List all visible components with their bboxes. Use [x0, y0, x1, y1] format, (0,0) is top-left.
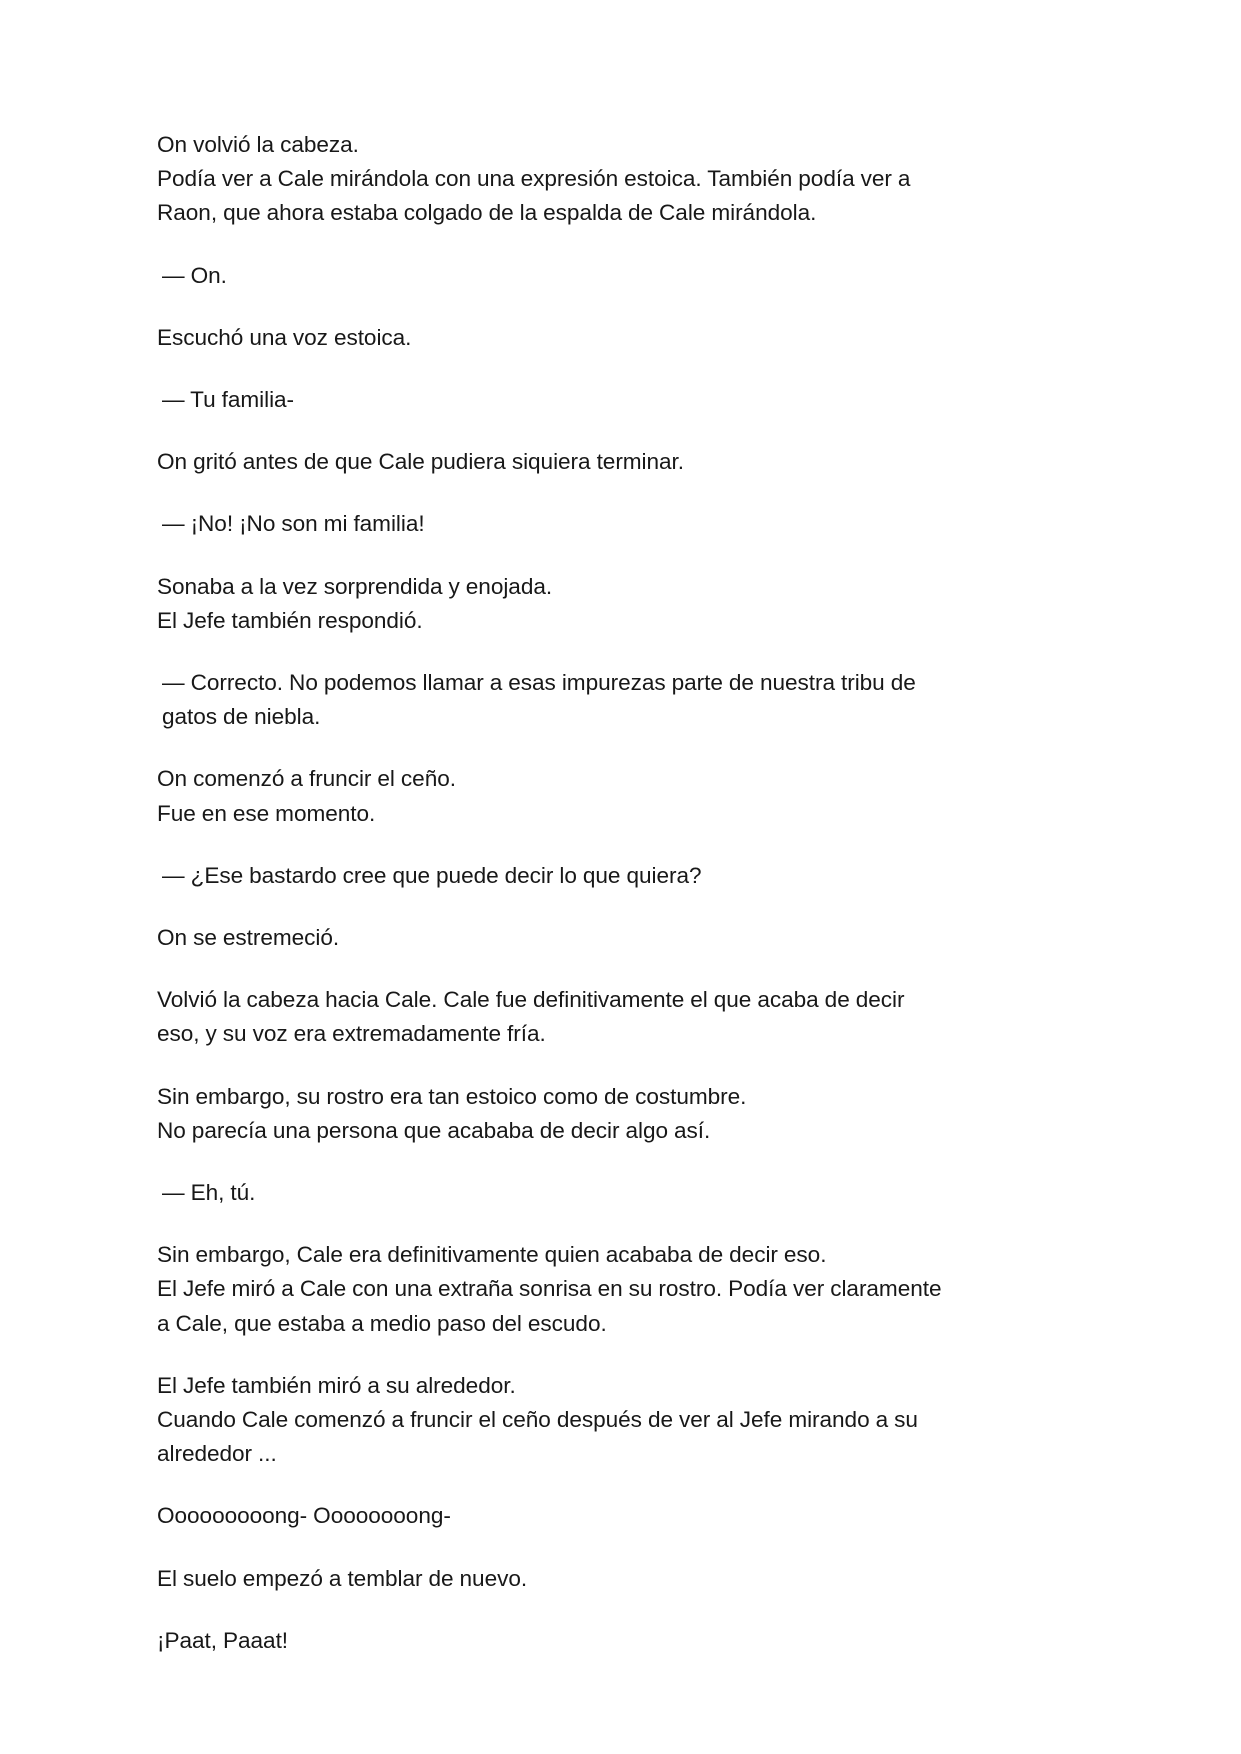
text-line: Sin embargo, Cale era definitivamente quien acababa de decir eso. [157, 1242, 827, 1268]
text-line: — ¡No! ¡No son mi familia! [162, 511, 425, 537]
dialogue-paragraph [157, 507, 949, 541]
text-line: El Jefe miró a Cale con una extraña sonrisa en su rostro. Podía ver claramente a Cale, que estaba a medio paso del escudo. [157, 1276, 942, 1336]
text-line: Escuchó una voz estoica. [157, 324, 412, 350]
narration-paragraph [157, 1238, 949, 1341]
narration-paragraph [157, 128, 949, 231]
narration-paragraph [157, 445, 949, 479]
text-line: On se estremeció. [157, 925, 340, 951]
text-line: — Eh, tú. [162, 1180, 256, 1206]
narration-paragraph [157, 1369, 949, 1472]
text-line: El suelo empezó a temblar de nuevo. [157, 1565, 528, 1591]
text-line: Fue en ese momento. [157, 800, 376, 826]
text-line: Sin embargo, su rostro era tan estoico como de costumbre. [157, 1083, 747, 1109]
dialogue-paragraph [157, 1176, 949, 1210]
narration-paragraph [157, 1080, 949, 1148]
text-line: — Tu familia- [162, 387, 295, 413]
narration-paragraph [157, 1562, 949, 1596]
text-line: Ooooooooong- Oooooooong- [157, 1503, 451, 1529]
narration-paragraph [157, 570, 949, 638]
narration-paragraph [157, 762, 949, 830]
dialogue-paragraph [157, 259, 949, 293]
text-line: On gritó antes de que Cale pudiera siquiera terminar. [157, 449, 685, 475]
text-body [157, 128, 949, 1658]
text-line: El Jefe también miró a su alrededor. [157, 1372, 516, 1398]
text-line: ¡Paat, Paaat! [157, 1627, 289, 1653]
narration-paragraph [157, 321, 949, 355]
narration-paragraph [157, 1499, 949, 1533]
text-line: No parecía una persona que acababa de decir algo así. [157, 1117, 711, 1143]
text-line: Podía ver a Cale mirándola con una expresión estoica. También podía ver a Raon, que ahora estaba colgado de la espalda de Cale mirándola. [157, 166, 911, 226]
text-line: — Correcto. No podemos llamar a esas impurezas parte de nuestra tribu de gatos de niebla. [162, 670, 916, 730]
narration-paragraph [157, 1624, 949, 1658]
text-line: Volvió la cabeza hacia Cale. Cale fue definitivamente el que acaba de decir eso, y su voz era extremadamente fría. [157, 987, 905, 1047]
narration-paragraph [157, 983, 949, 1051]
narration-paragraph [157, 921, 949, 955]
text-line: Cuando Cale comenzó a fruncir el ceño después de ver al Jefe mirando a su alrededor ... [157, 1407, 918, 1467]
text-line: — ¿Ese bastardo cree que puede decir lo que quiera? [162, 862, 702, 888]
dialogue-paragraph [157, 666, 949, 734]
dialogue-paragraph [157, 383, 949, 417]
text-line: — On. [162, 262, 227, 288]
dialogue-paragraph [157, 859, 949, 893]
text-line: On volvió la cabeza. [157, 132, 359, 157]
text-line: El Jefe también respondió. [157, 607, 423, 633]
text-line: On comenzó a fruncir el ceño. [157, 766, 456, 792]
text-line: Sonaba a la vez sorprendida y enojada. [157, 573, 553, 599]
